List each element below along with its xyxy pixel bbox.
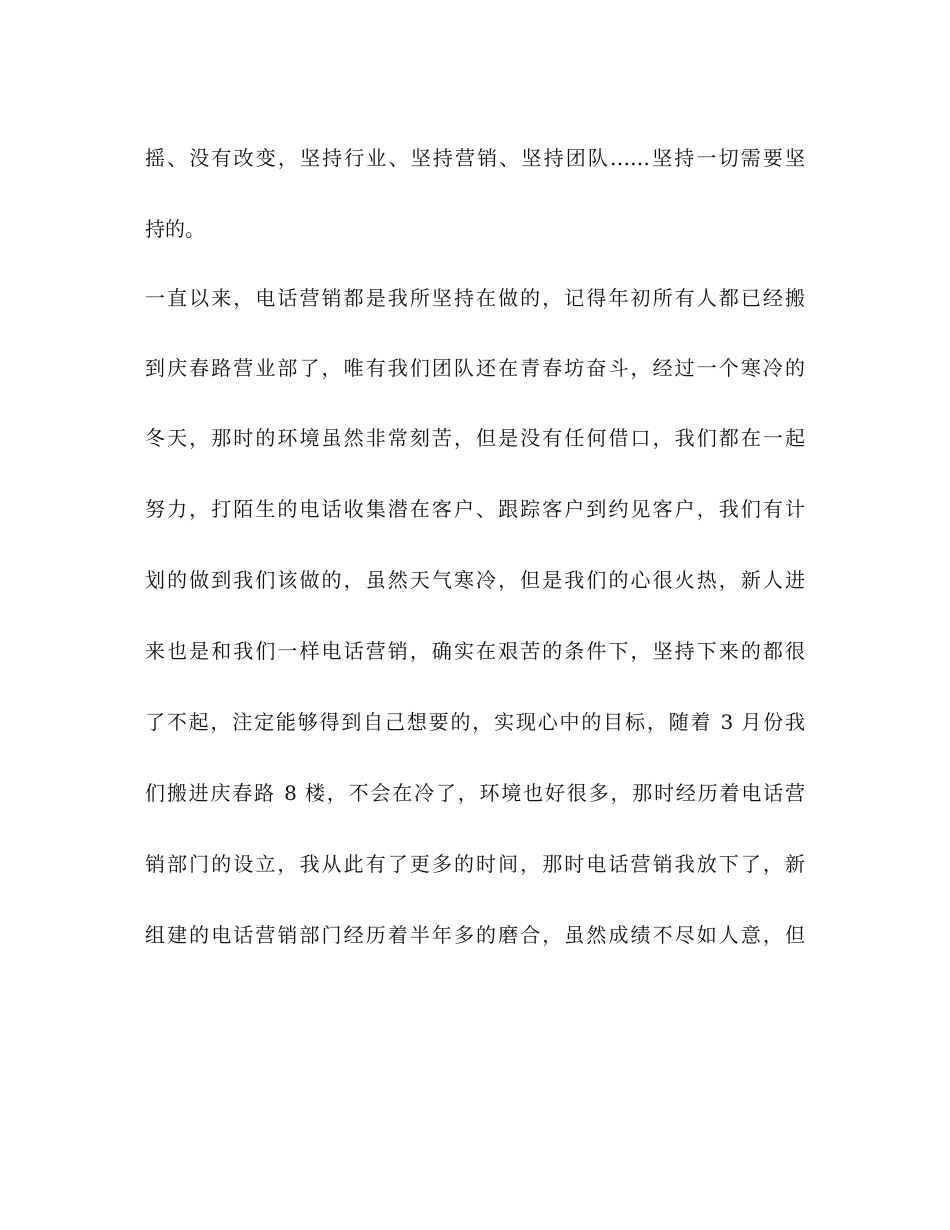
text-line: 摇、没有改变，坚持行业、坚持营销、坚持团队……坚持一切需要坚 bbox=[145, 146, 805, 170]
text-line: 划的做到我们该做的，虽然天气寒冷，但是我们的心很火热，新人进 bbox=[145, 568, 805, 592]
text-line: 一直以来，电话营销都是我所坚持在做的，记得年初所有人都已经搬 bbox=[145, 286, 805, 310]
text-line: 组建的电话营销部门经历着半年多的磨合，虽然成绩不尽如人意，但 bbox=[145, 923, 805, 947]
text-line: 来也是和我们一样电话营销，确实在艰苦的条件下，坚持下来的都很 bbox=[145, 639, 805, 663]
text-line: 销部门的设立，我从此有了更多的时间，那时电话营销我放下了，新 bbox=[145, 852, 805, 876]
text-line: 了不起，注定能够得到自己想要的，实现心中的目标，随着 3 月份我 bbox=[145, 710, 805, 734]
text-line: 持的。 bbox=[145, 217, 205, 241]
text-line: 努力，打陌生的电话收集潜在客户、跟踪客户到约见客户，我们有计 bbox=[145, 497, 805, 521]
text-line: 到庆春路营业部了，唯有我们团队还在青春坊奋斗，经过一个寒冷的 bbox=[145, 356, 805, 380]
text-line: 们搬进庆春路 8 楼，不会在冷了，环境也好很多，那时经历着电话营 bbox=[145, 781, 805, 805]
text-line: 冬天，那时的环境虽然非常刻苦，但是没有任何借口，我们都在一起 bbox=[145, 426, 805, 450]
